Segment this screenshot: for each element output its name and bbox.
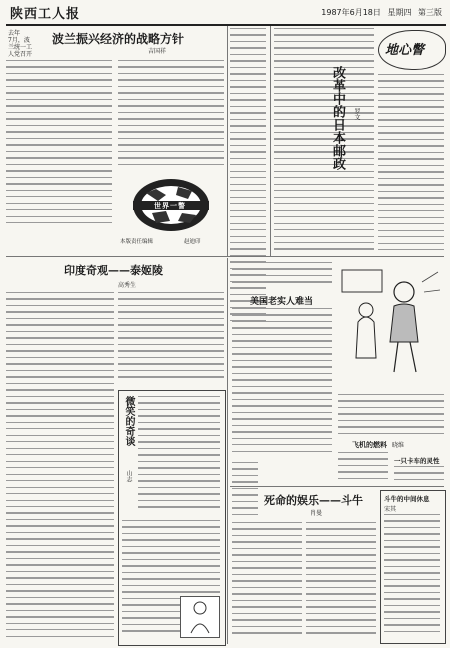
column-logo bbox=[378, 30, 446, 70]
editor-name: 赵迪印 bbox=[184, 239, 201, 245]
short-item-3-body bbox=[394, 466, 444, 484]
column-box-body bbox=[138, 396, 220, 516]
lead-body-col-2 bbox=[118, 60, 224, 170]
profile-byline: 高秀生 bbox=[118, 282, 137, 289]
short-item-2-headline: 飞机的燃料 bbox=[352, 440, 387, 449]
column-rule bbox=[227, 258, 228, 644]
cartoon-figures-icon bbox=[338, 262, 444, 390]
short-item-1-body bbox=[232, 308, 332, 458]
world-logo-label: 世界一瞥 bbox=[154, 201, 186, 210]
world-logo bbox=[118, 175, 224, 247]
side-box-body bbox=[384, 514, 440, 638]
right-body-col-1 bbox=[274, 28, 374, 258]
figure-sketch-icon bbox=[181, 597, 219, 637]
bull-byline: 肖曼 bbox=[310, 510, 323, 517]
column-rule bbox=[270, 26, 271, 256]
cartoon-illustration bbox=[338, 262, 444, 390]
lead-headline: 波兰振兴经济的战略方针 bbox=[52, 32, 185, 46]
short-item-2-byline: 晓维 bbox=[392, 442, 405, 449]
issue-page: 第三版 bbox=[418, 8, 442, 17]
editor-caption: 本版责任编辑 bbox=[120, 239, 154, 245]
short-item-3-headline: 一只卡车的灵性 bbox=[394, 457, 440, 465]
lead-body-col-1 bbox=[6, 60, 112, 230]
masthead bbox=[6, 2, 446, 26]
column-rule bbox=[227, 26, 228, 256]
issue-weekday: 星期四 bbox=[387, 8, 412, 17]
lead-byline: 吉国祥 bbox=[148, 48, 167, 55]
bull-headline: 死命的娱乐——斗牛 bbox=[264, 494, 363, 507]
column-box-illustration bbox=[180, 596, 220, 638]
right-mid-body bbox=[338, 394, 444, 438]
profile-headline: 印度奇观——泰姬陵 bbox=[64, 264, 163, 277]
side-box-title: 斗牛的中间休息 bbox=[384, 495, 430, 503]
lead-kicker: 去年 7月，波 兰统一工 人党召开 bbox=[8, 30, 33, 58]
bull-body-col-1 bbox=[232, 522, 302, 642]
short-item-2-body bbox=[338, 452, 388, 482]
bull-body-col-2 bbox=[306, 522, 376, 642]
column-box-byline: 山志 bbox=[125, 470, 132, 482]
section-rule bbox=[6, 256, 444, 257]
column-logo-label: 地心瞥 bbox=[385, 43, 425, 58]
side-feature-title: 改革中的日本邮政 bbox=[330, 66, 345, 170]
side-box-byline: 宋其 bbox=[384, 506, 397, 513]
side-feature-byline: 罗文 bbox=[353, 108, 360, 120]
section-rule bbox=[230, 486, 444, 487]
issue-date: 1987年6月18日 bbox=[321, 8, 381, 17]
profile-body-col-1 bbox=[6, 292, 114, 642]
column-box-title: 微笑的奇谈 bbox=[123, 396, 134, 446]
bull-kicker-body bbox=[232, 462, 258, 522]
profile-body-col-2 bbox=[118, 292, 224, 384]
right-body-col-2 bbox=[378, 74, 444, 258]
issue-info bbox=[317, 7, 442, 18]
short-item-1-headline: 美国老实人难当 bbox=[250, 297, 314, 307]
newspaper-title: 陕西工人报 bbox=[10, 7, 81, 22]
continuation-body bbox=[232, 262, 332, 290]
